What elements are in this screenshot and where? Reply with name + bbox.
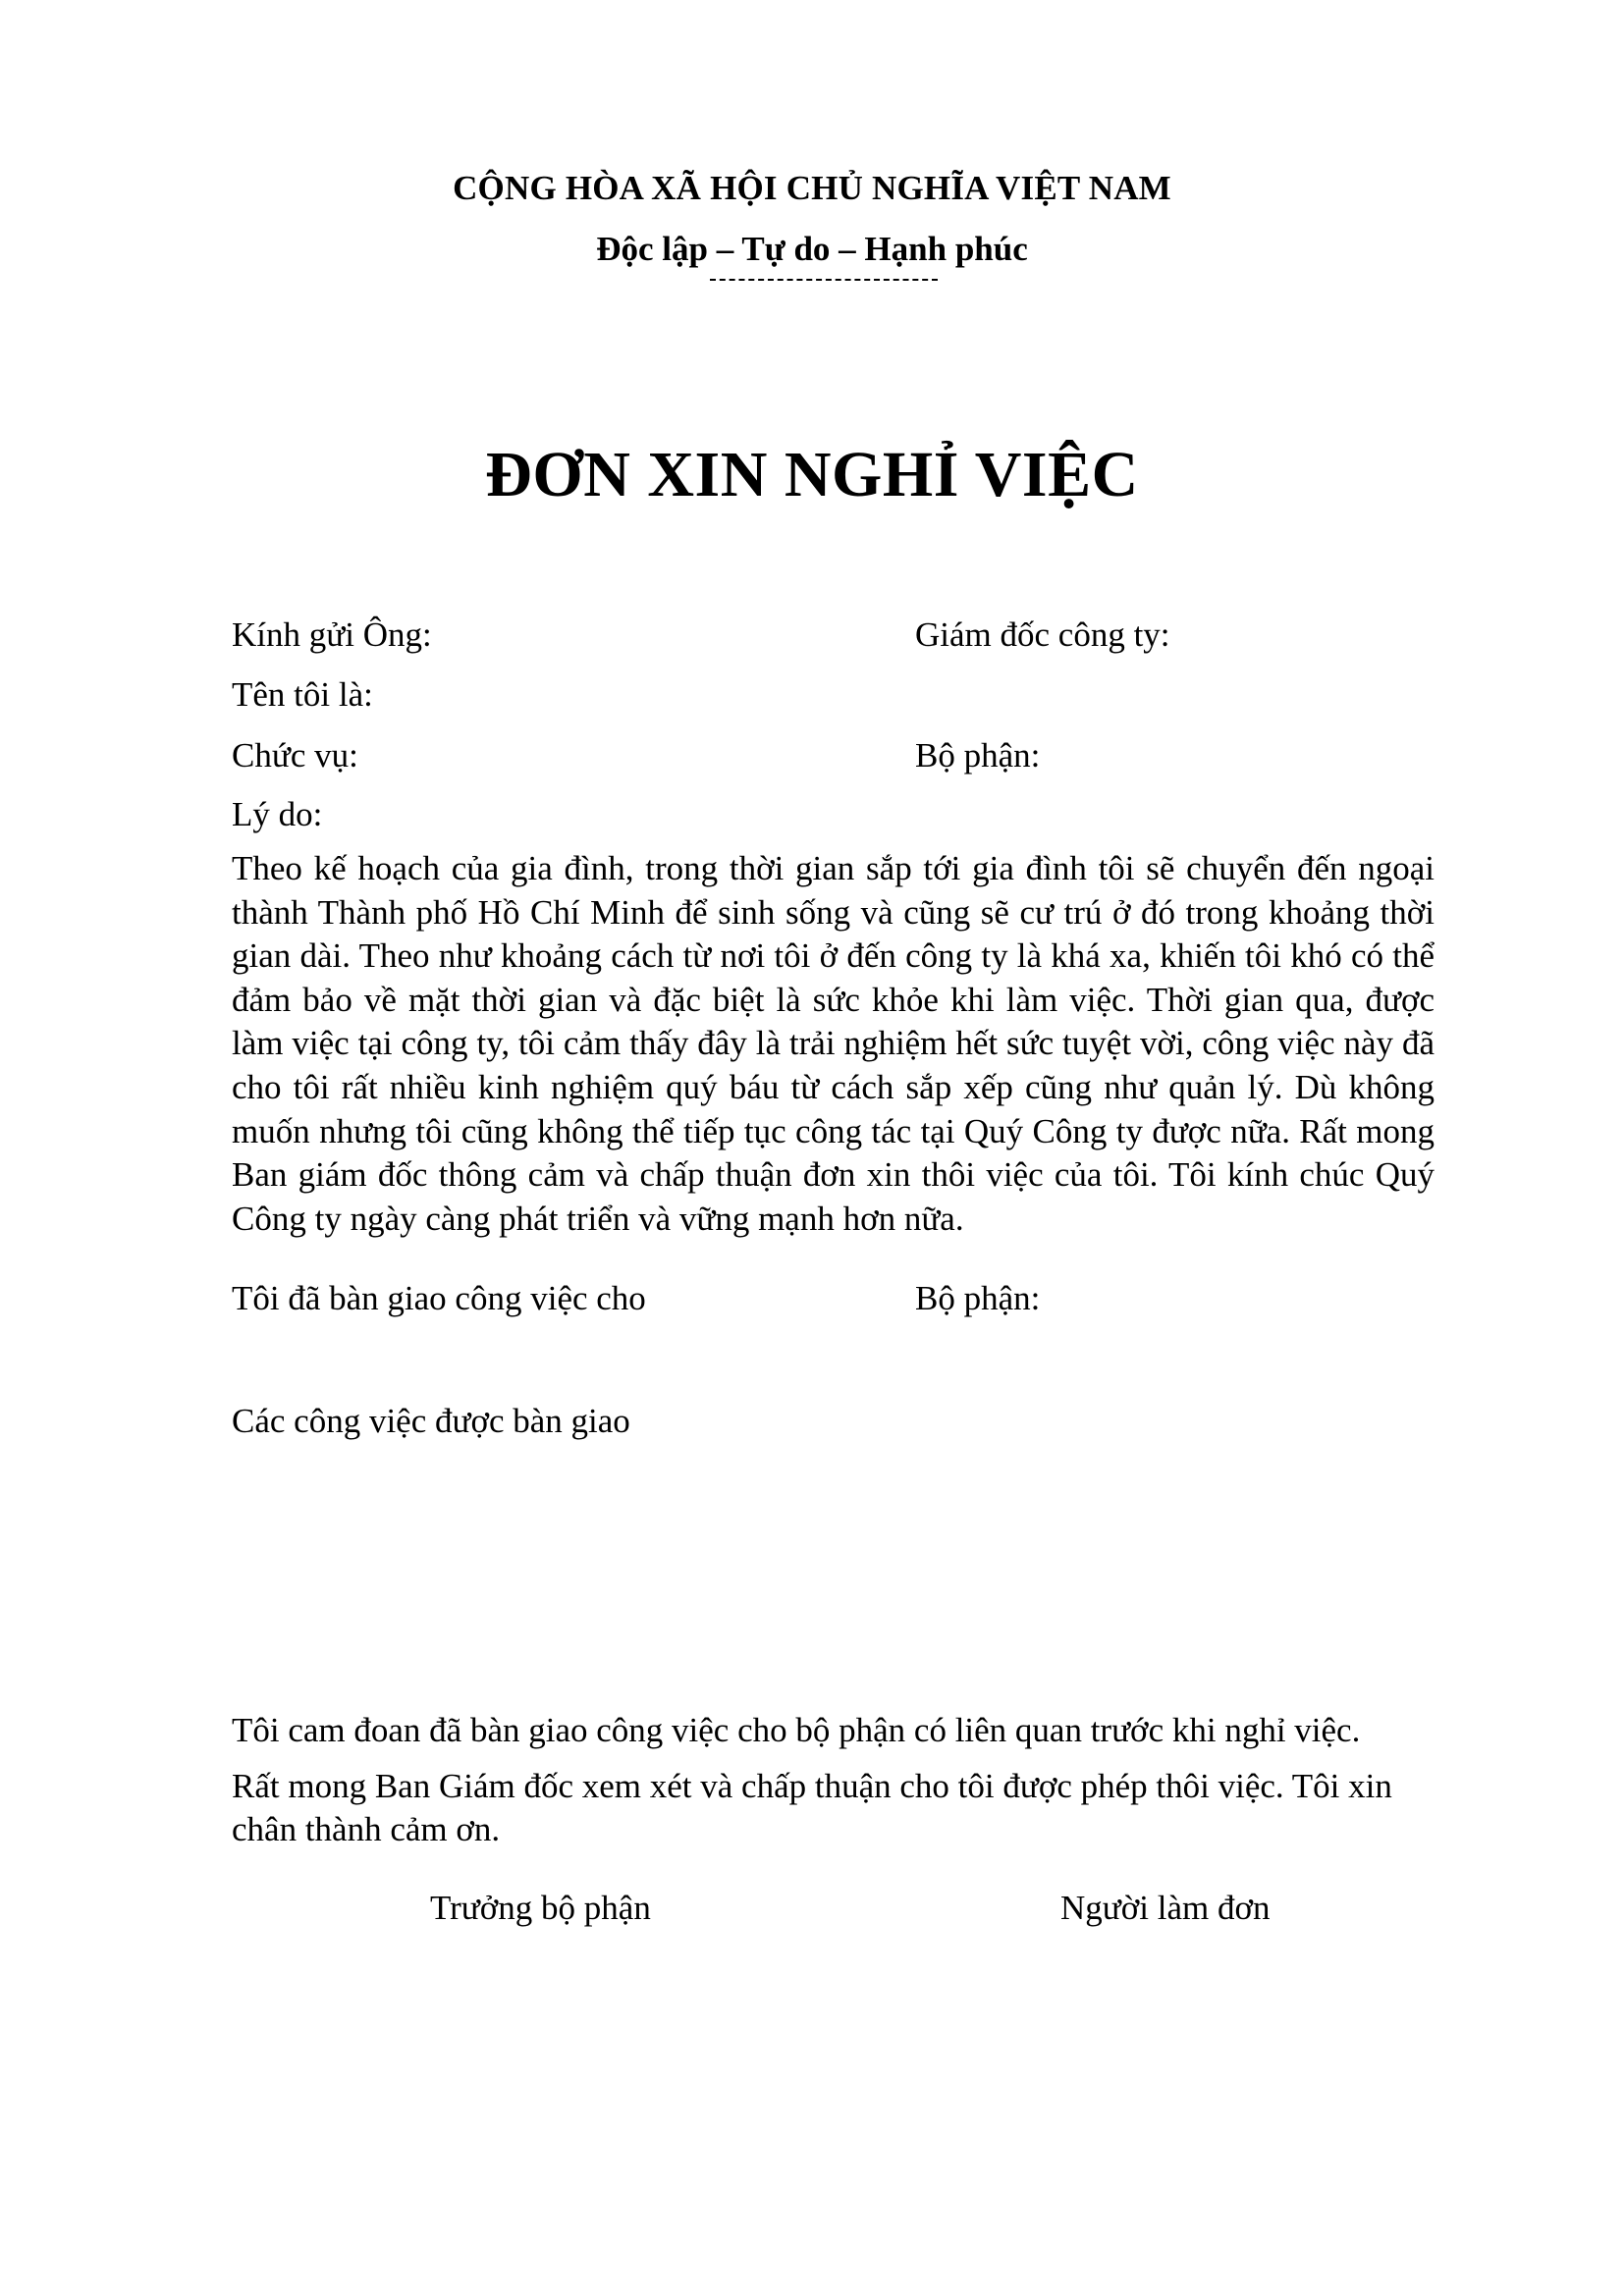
handover-department-label: Bộ phận: [915, 1279, 1041, 1317]
national-title: CỘNG HÒA XÃ HỘI CHỦ NGHĨA VIỆT NAM [453, 169, 1171, 207]
request-statement: Rất mong Ban Giám đốc xem xét và chấp thuận cho tôi được phép thôi việc. Tôi xin chân thành cảm ơn. [232, 1767, 1392, 1848]
motto-divider [710, 279, 938, 281]
department-label: Bộ phận: [915, 736, 1041, 774]
position-label: Chức vụ: [232, 736, 358, 774]
reason-label: Lý do: [232, 795, 323, 833]
document-title: ĐƠN XIN NGHỈ VIỆC [485, 439, 1139, 510]
director-label: Giám đốc công ty: [915, 615, 1170, 654]
national-motto: Độc lập – Tự do – Hạnh phúc [596, 230, 1028, 268]
applicant-signature-label: Người làm đơn [1060, 1889, 1271, 1927]
name-label: Tên tôi là: [232, 675, 373, 714]
department-head-signature-label: Trưởng bộ phận [430, 1889, 651, 1927]
commitment-statement: Tôi cam đoan đã bàn giao công việc cho bộ phận có liên quan trước khi nghỉ việc. [232, 1711, 1361, 1749]
reason-paragraph: Theo kế hoạch của gia đình, trong thời gian sắp tới gia đình tôi sẽ chuyển đến ngoại thành Thành phố Hồ Chí Minh để sinh sống và cũng sẽ cư trú ở đó trong khoảng thời gian dài. Theo như khoảng cách từ nơi tôi ở đến công ty là khá xa, khiến tôi khó có thể đảm bảo về mặt thời gian và đặc biệt là sức khỏe khi làm việc. Thời gian qua, được làm việc tại công ty, tôi cảm thấy đây là trải nghiệm hết sức tuyệt vời, công việc này đã cho tôi rất nhiều kinh nghiệm quý báu từ cách sắp xếp cũng như quản lý. Dù không muốn nhưng tôi cũng không thể tiếp tục công tác tại Quý Công ty được nữa. Rất mong Ban giám đốc thông cảm và chấp thuận đơn xin thôi việc của tôi. Tôi kính chúc Quý Công ty ngày càng phát triển và vững mạnh hơn nữa. [232, 849, 1435, 1238]
handover-tasks-label: Các công việc được bàn giao [232, 1402, 630, 1440]
handover-label: Tôi đã bàn giao công việc cho [232, 1279, 646, 1317]
recipient-label: Kính gửi Ông: [232, 615, 432, 654]
